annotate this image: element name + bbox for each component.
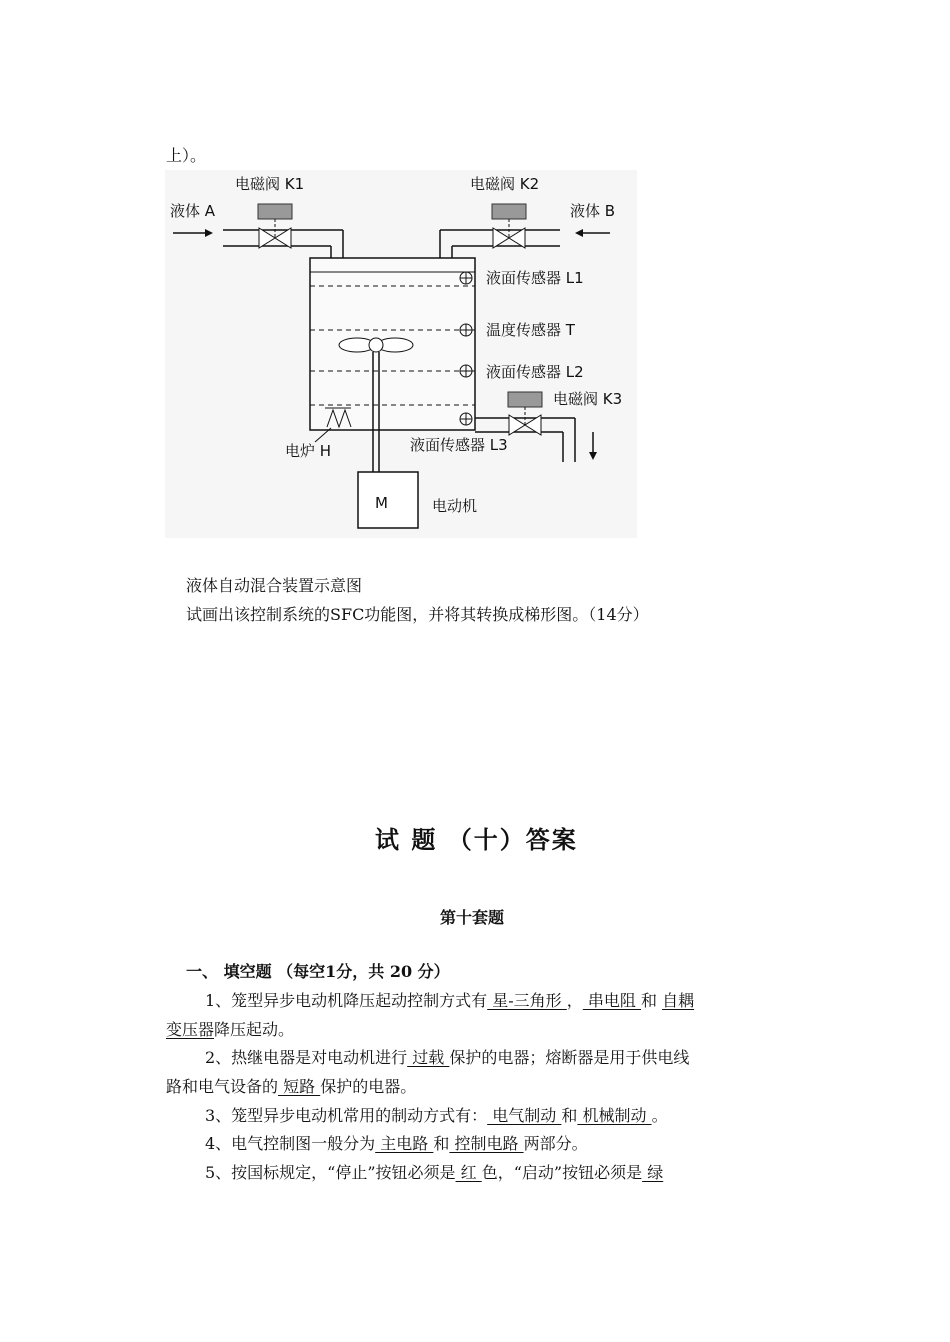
q1-answer-3b: 变压器 xyxy=(166,1020,215,1039)
liquid-b-label: 液体 B xyxy=(570,202,616,220)
q3-answer-2: 机械制动 xyxy=(577,1106,652,1125)
question-text: 试画出该控制系统的SFC功能图，并将其转换成梯形图。（14分） xyxy=(186,605,649,624)
arrow-down-icon xyxy=(589,432,597,460)
liquid-mixing-diagram xyxy=(165,170,637,538)
answer-title: 试 题 （十）答案 xyxy=(375,825,578,854)
valve-k3-icon xyxy=(508,392,542,435)
q1-answer-2: 串电阻 xyxy=(582,991,641,1010)
sensor-l3-icon xyxy=(460,413,472,425)
fill-q4 xyxy=(205,1134,588,1154)
q4-text-c: 和 xyxy=(433,1134,450,1153)
q4-text-a: 4、电气控制图一般分为 xyxy=(205,1134,376,1153)
q1-text-c: ， xyxy=(566,991,583,1010)
motor-symbol: M xyxy=(375,494,388,512)
sensor-l3-label: 液面传感器 L3 xyxy=(410,436,508,454)
q3-text-c: 和 xyxy=(561,1106,578,1125)
q1-answer-1: 星-三角形 xyxy=(487,991,567,1010)
intro-tail: 上）。 xyxy=(166,146,207,165)
q5-text-a: 5、按国标规定，“停止”按钮必须是 xyxy=(205,1163,456,1182)
q2-text-a: 2、热继电器是对电动机进行 xyxy=(205,1048,408,1067)
fill-q3 xyxy=(205,1106,668,1126)
motor-icon xyxy=(358,472,418,528)
fill-q1-line2 xyxy=(166,1020,294,1040)
q5-text-c: 色，“启动”按钮必须是 xyxy=(481,1163,643,1182)
q3-answer-1: 电气制动 xyxy=(487,1106,562,1125)
motor-label: 电动机 xyxy=(432,497,478,515)
q1-text-a: 1、笼型异步电动机降压起动控制方式有 xyxy=(205,991,488,1010)
liquid-a-label: 液体 A xyxy=(170,202,216,220)
q1-text-e: 降压起动。 xyxy=(214,1020,295,1039)
q4-answer-1: 主电路 xyxy=(375,1134,434,1153)
q2-answer-2: 短路 xyxy=(278,1077,321,1096)
q2-text-c: 保护的电器；熔断器是用于供电线 xyxy=(449,1048,690,1067)
q1-text-d: 和 xyxy=(640,991,663,1010)
valve-k3-label: 电磁阀 K3 xyxy=(553,390,623,408)
q3-text-d: 。 xyxy=(651,1106,668,1125)
q4-answer-2: 控制电路 xyxy=(449,1134,524,1153)
heater-label: 电炉 H xyxy=(285,442,332,460)
q2-text-d: 路和电气设备的 xyxy=(166,1077,279,1096)
sensor-l2-icon xyxy=(460,365,472,377)
sensor-t-label: 温度传感器 T xyxy=(486,321,575,339)
fill-q2-line2 xyxy=(166,1077,416,1097)
arrow-left-icon xyxy=(575,229,610,237)
q5-answer-1: 红 xyxy=(455,1163,482,1182)
fill-q1-line1 xyxy=(205,991,694,1011)
sensor-l1-label: 液面传感器 L1 xyxy=(486,269,584,287)
valve-k1-icon xyxy=(258,204,292,248)
q2-text-e: 保护的电器。 xyxy=(320,1077,417,1096)
q4-text-d: 两部分。 xyxy=(523,1134,588,1153)
figure-caption: 液体自动混合装置示意图 xyxy=(186,576,363,595)
valve-k2-label: 电磁阀 K2 xyxy=(470,175,540,193)
valve-k1-label: 电磁阀 K1 xyxy=(235,175,305,193)
section-heading: 一、 填空题 （每空1分，共 20 分） xyxy=(186,962,450,981)
sensor-t-icon xyxy=(460,324,472,336)
sensor-l1-icon xyxy=(460,272,472,284)
sensor-l2-label: 液面传感器 L2 xyxy=(486,363,584,381)
q1-answer-3a: 自耦 xyxy=(662,991,695,1010)
fill-q5 xyxy=(205,1163,663,1183)
fill-q2-line1 xyxy=(205,1048,689,1068)
q5-answer-2: 绿 xyxy=(642,1163,664,1182)
q3-text-a: 3、笼型异步电动机常用的制动方式有： xyxy=(205,1106,488,1125)
arrow-right-icon xyxy=(173,229,213,237)
valve-k2-icon xyxy=(492,204,526,248)
set-title: 第十套题 xyxy=(440,908,505,927)
q2-answer-1: 过载 xyxy=(407,1048,450,1067)
